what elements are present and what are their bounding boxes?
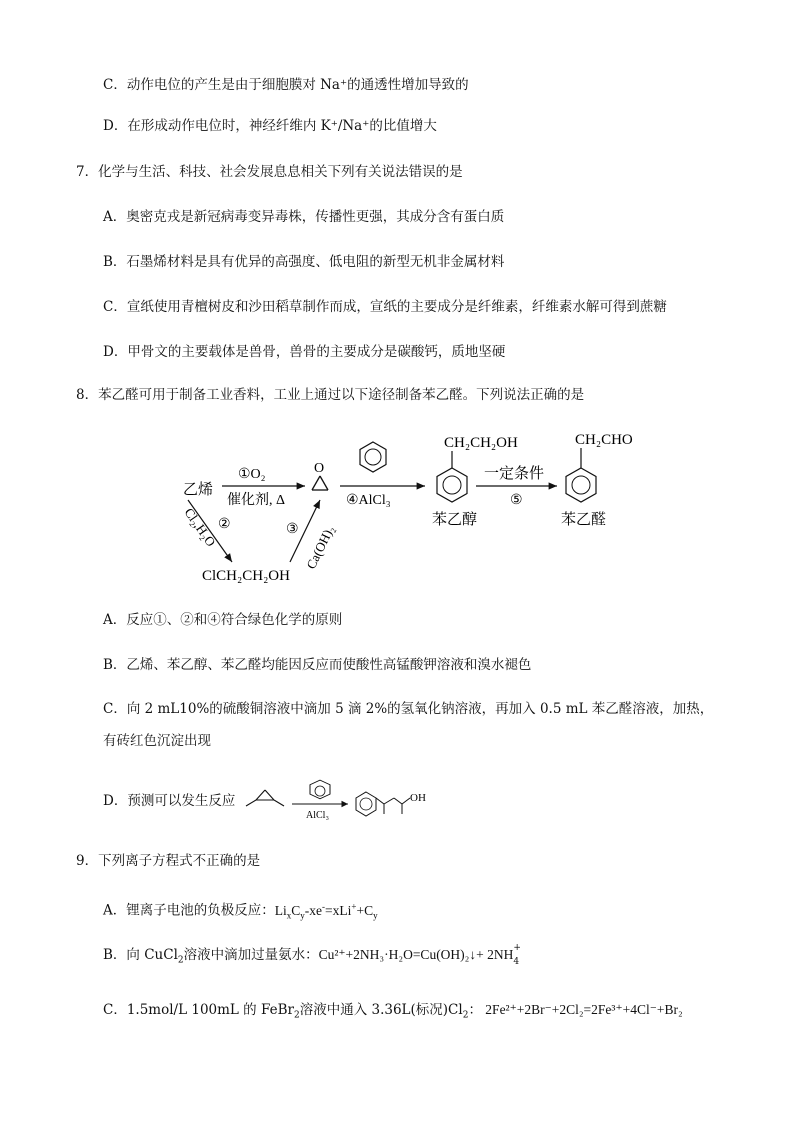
q8-option-c-line1: C．向 2 mL10%的硫酸铜溶液中滴加 5 滴 2%的氢氧化钠溶液，再加入 0.5 mL 苯乙醛溶液，加热， bbox=[103, 701, 714, 717]
q9b-mid: 溶液中滴加过量氨水： bbox=[183, 947, 319, 963]
q7-option-d: D．甲骨文的主要载体是兽骨，兽骨的主要成分是碳酸钙，质地坚硬 bbox=[103, 344, 506, 360]
scheme-step1-bottom: 催化剂, Δ bbox=[227, 493, 286, 508]
benzene-reagent-icon bbox=[360, 442, 386, 472]
benzene-ring-icon bbox=[437, 468, 467, 502]
scheme-step2-num: ② bbox=[218, 517, 231, 532]
d-scheme-oh: OH bbox=[410, 792, 426, 804]
q8-option-d: D．预测可以发生反应 bbox=[103, 793, 236, 809]
d-option-scheme bbox=[244, 778, 444, 830]
scheme-ethylene: 乙烯 bbox=[183, 482, 214, 498]
q9a-prefix: A．锂离子电池的负极反应： bbox=[103, 902, 275, 919]
q9c-mid: 溶液中通入 3.36L(标况)Cl bbox=[299, 1002, 463, 1018]
q7-stem: 7．化学与生活、科技、社会发展息息相关下列有关说法错误的是 bbox=[76, 164, 463, 180]
svg-text:O: O bbox=[314, 461, 325, 476]
scheme-step4: ④AlCl₃ bbox=[346, 493, 391, 508]
q9c-prefix: C．1.5mol/L 100mL 的 FeBr bbox=[103, 1002, 294, 1018]
benzene-ring-icon bbox=[566, 468, 596, 502]
q9c-equation: ： 2Fe²⁺+2Br⁻+2Cl₂=2Fe³⁺+4Cl⁻+Br₂ bbox=[468, 1002, 683, 1017]
phenylacetaldehyde-sidechain: CH₂CHO bbox=[575, 432, 633, 448]
q7-option-c: C．宣纸使用青檀树皮和沙田稻草制作而成，宣纸的主要成分是纤维素，纤维素水解可得到蔗糖 bbox=[103, 299, 667, 315]
q9b-prefix: B．向 CuCl bbox=[103, 947, 178, 963]
q6-option-c: C．动作电位的产生是由于细胞膜对 Na⁺的通透性增加导致的 bbox=[103, 77, 469, 93]
phenylethanol-sidechain: CH₂CH₂OH bbox=[444, 435, 518, 451]
reaction-scheme bbox=[0, 420, 794, 590]
scheme-step1-top: ①O₂ bbox=[238, 467, 266, 482]
q9-option-c: C．1.5mol/L 100mL 的 FeBr$_2$溶液中通入 3.36L(标况)$Cl_2$： 2Fe²⁺+2Br⁻+2Cl₂=2Fe³⁺+4Cl⁻+Br₂ bbox=[103, 1002, 683, 1021]
q6-option-d: D．在形成动作电位时，神经纤维内 K⁺/Na⁺的比值增大 bbox=[103, 118, 437, 134]
q8-option-a: A．反应①、②和④符合绿色化学的原则 bbox=[103, 612, 343, 628]
scheme-phenylethanol: 苯乙醇 bbox=[432, 512, 478, 528]
d-scheme-catalyst: AlCl₃ bbox=[306, 810, 329, 821]
scheme-step2-reagent: Cl₂,H₂O bbox=[181, 505, 219, 550]
scheme-step3-reagent: Ca(OH)₂ bbox=[303, 523, 338, 572]
epoxide-structure bbox=[312, 461, 328, 490]
q9-option-b: B．向 CuCl$_2$溶液中滴加过量氨水：Cu²⁺+2NH₃·H₂O=Cu(OH)₂↓+ 2NH 4 + bbox=[103, 943, 521, 967]
q7-option-a: A．奥密克戎是新冠病毒变异毒株，传播性更强，其成分含有蛋白质 bbox=[103, 209, 505, 225]
scheme-step5-num: ⑤ bbox=[510, 493, 523, 508]
scheme-phenylacetaldehyde: 苯乙醛 bbox=[561, 512, 607, 528]
q8-stem: 8．苯乙醛可用于制备工业香料，工业上通过以下途径制备苯乙醛。下列说法正确的是 bbox=[76, 387, 585, 403]
q9b-equation: Cu²⁺+2NH₃·H₂O=Cu(OH)₂↓+ 2NH bbox=[318, 947, 514, 962]
q9-option-a bbox=[103, 897, 378, 924]
scheme-step5-top: 一定条件 bbox=[484, 466, 545, 482]
q7-option-b: B．石墨烯材料是具有优异的高强度、低电阻的新型无机非金属材料 bbox=[103, 254, 505, 270]
q8-option-c-line2: 有砖红色沉淀出现 bbox=[103, 733, 211, 749]
scheme-chlorohydrin: ClCH₂CH₂OH bbox=[202, 568, 290, 584]
scheme-step3-num: ③ bbox=[286, 522, 299, 537]
q9-stem: 9．下列离子方程式不正确的是 bbox=[76, 853, 261, 869]
q8-option-b: B．乙烯、苯乙醇、苯乙醛均能因反应而使酸性高锰酸钾溶液和溴水褪色 bbox=[103, 657, 532, 673]
q9a-equation: $Li_xC_y-xe^-=xLi^++C_y$ bbox=[274, 901, 378, 921]
